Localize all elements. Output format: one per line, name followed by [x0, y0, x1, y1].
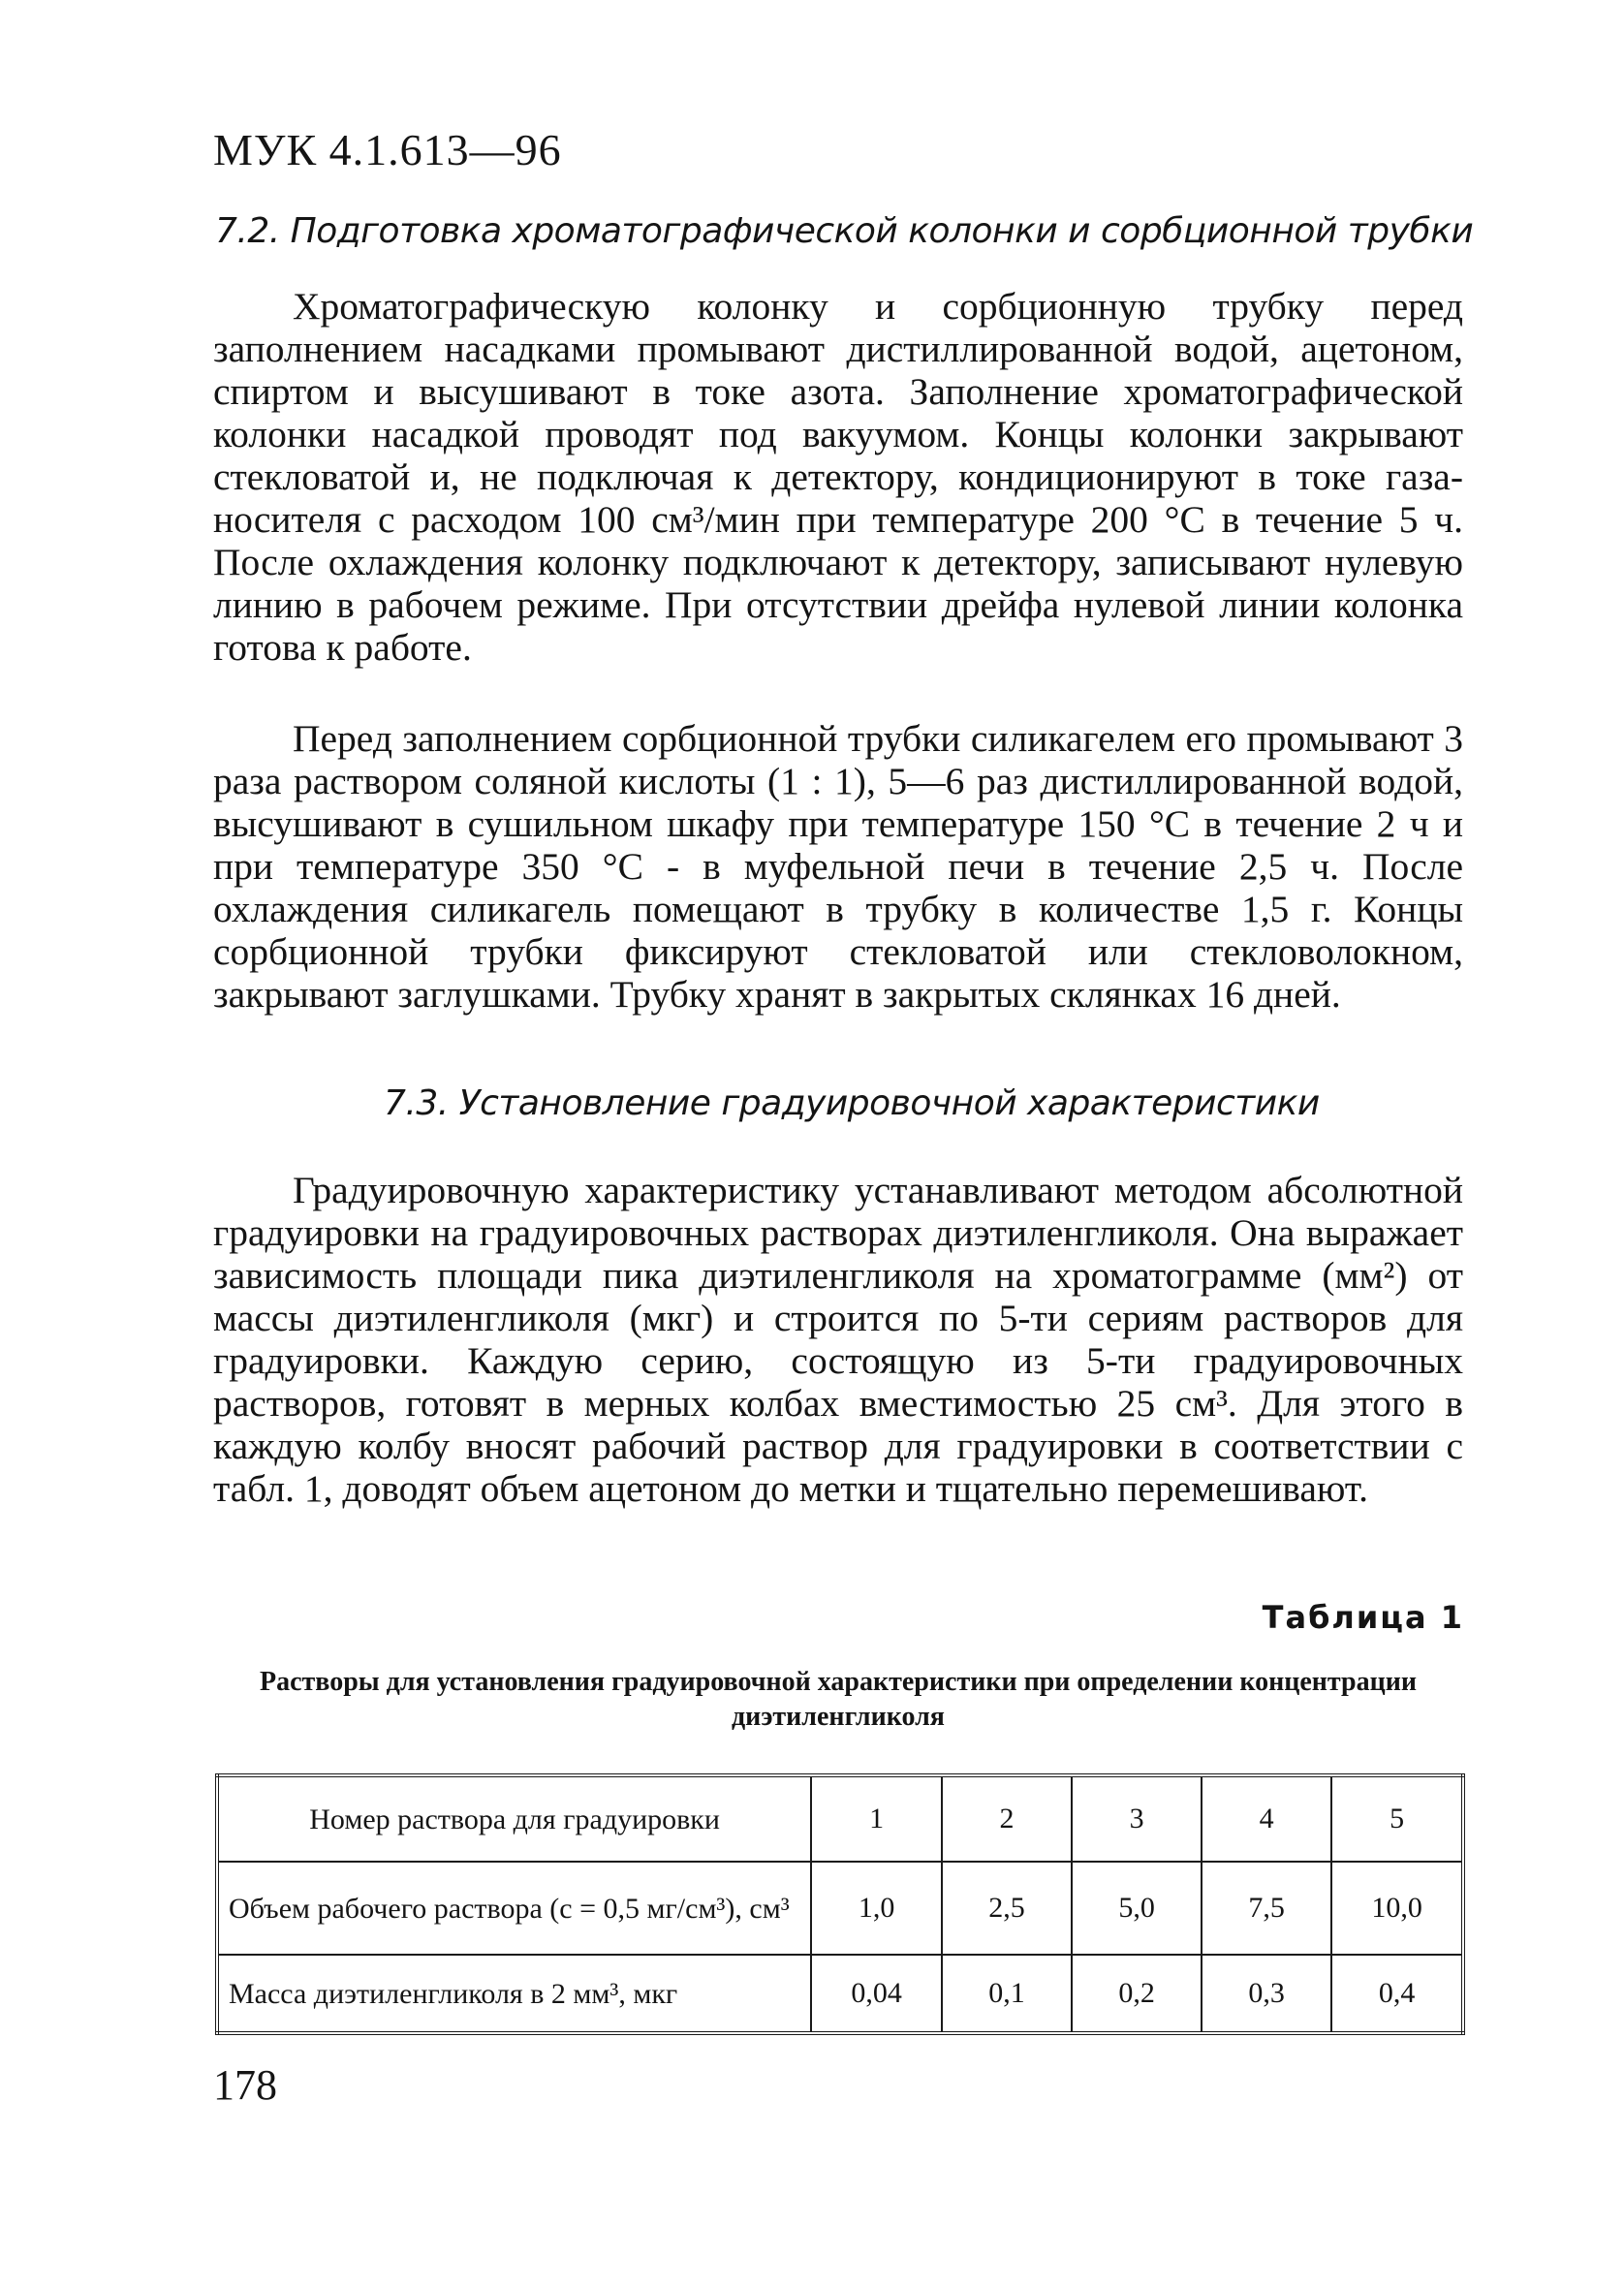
table-cell: 0,04 — [811, 1955, 942, 2033]
table-header-label: Номер раствора для градуировки — [217, 1775, 811, 1862]
page-number: 178 — [213, 2061, 277, 2109]
table-cell: 0,3 — [1202, 1955, 1331, 2033]
table-row-label: Масса диэтиленгликоля в 2 мм³, мкг — [217, 1955, 811, 2033]
table-caption: Растворы для установления градуировочной характеристики при определении концентрации диэтиленгликоля — [260, 1667, 1417, 1732]
table-cell: 5,0 — [1072, 1862, 1202, 1955]
table-row — [217, 1862, 1463, 1955]
table-header-cell: 2 — [942, 1775, 1072, 1862]
calibration-table — [215, 1773, 1465, 2035]
paragraph-sorption-tube: Перед заполнением сорбционной трубки силикагелем его промывают 3 раза раствором соляной кислоты (1 : 1), 5—6 раз дистиллированной водой, высушивают в сушильном шкафу при температуре 150 °С в течение 2 ч и при температуре 350 °С - в муфельной печи в течение 2,5 ч. После охлаждения силикагель помещают в трубку в количестве 1,5 г. Концы сорбционной трубки фиксируют стекловатой или стекловолокном, закрывают заглушками. Трубку хранят в закрытых склянках 16 дней. — [213, 717, 1463, 1016]
section-title-7-3: 7.3. Установление градуировочной характеристики — [384, 1083, 1320, 1123]
table-header-cell: 4 — [1202, 1775, 1331, 1862]
table-header-cell: 1 — [811, 1775, 942, 1862]
table-cell: 0,1 — [942, 1955, 1072, 2033]
section-title-7-2: 7.2. Подготовка хроматографической колонки и сорбционной трубки — [215, 211, 1474, 251]
table-cell: 10,0 — [1331, 1862, 1463, 1955]
table-header-cell: 3 — [1072, 1775, 1202, 1862]
table-cell: 7,5 — [1202, 1862, 1331, 1955]
table-header-cell: 5 — [1331, 1775, 1463, 1862]
paragraph-calibration: Градуировочную характеристику устанавливают методом абсолютной градуировки на градуировочных растворах диэтиленгликоля. Она выражает зависимость площади пика диэтиленгликоля на хроматограмме (мм²) от массы диэтиленгликоля (мкг) и строится по 5-ти сериям растворов для градуировки. Каждую серию, состоящую из 5-ти градуировочных растворов, готовят в мерных колбах вместимостью 25 см³. Для этого в каждую колбу вносят рабочий раствор для градуировки в соответствии с табл. 1, доводят объем ацетоном до метки и тщательно перемешивают. — [213, 1169, 1463, 1510]
table-row-label: Объем рабочего раствора (с = 0,5 мг/см³), см³ — [217, 1862, 811, 1955]
document-header: МУК 4.1.613—96 — [213, 125, 562, 174]
table-cell: 0,2 — [1072, 1955, 1202, 2033]
paragraph-column-preparation: Хроматографическую колонку и сорбционную трубку перед заполнением насадками промывают дистиллированной водой, ацетоном, спиртом и высушивают в токе азота. Заполнение хроматографической колонки насадкой проводят под вакуумом. Концы колонки закрывают стекловатой и, не подключая к детектору, кондиционируют в токе газа-носителя с расходом 100 см³/мин при температуре 200 °С в течение 5 ч. После охлаждения колонку подключают к детектору, записывают нулевую линию в рабочем режиме. При отсутствии дрейфа нулевой линии колонка готова к работе. — [213, 285, 1463, 669]
table-cell: 1,0 — [811, 1862, 942, 1955]
table-number: Таблица 1 — [1262, 1599, 1464, 1636]
table-header-row — [217, 1775, 1463, 1862]
table-cell: 0,4 — [1331, 1955, 1463, 2033]
table-cell: 2,5 — [942, 1862, 1072, 1955]
table-row — [217, 1955, 1463, 2033]
